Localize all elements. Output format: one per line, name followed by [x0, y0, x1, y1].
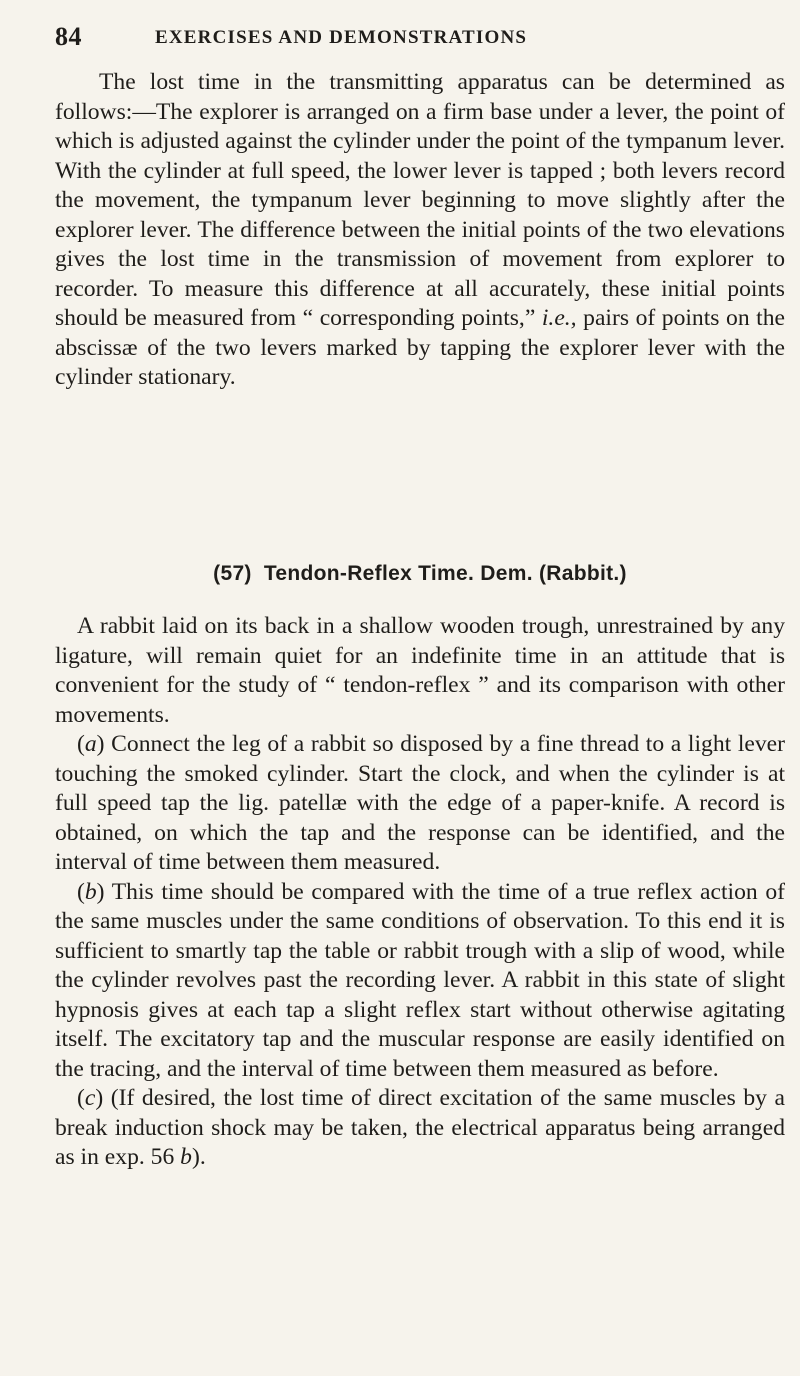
running-head: [55, 22, 765, 62]
paragraph-c-close: ): [95, 1085, 104, 1111]
paragraph-a-close: ): [96, 731, 105, 757]
paragraph-a-letter: a: [84, 731, 97, 757]
page-number: 84: [55, 22, 82, 51]
section-number: (57): [213, 562, 252, 585]
intro-paragraph: [55, 68, 785, 393]
paragraph-b-open: (: [77, 878, 85, 905]
paragraph-a-text: Connect the leg of a rabbit so disposed by a fine thread to a light lever touching the smoked cylinder. Start the clock, and when the cylinder is at full speed tap the lig. patellæ with the edge of a paper-knife. A record is obtained, on which the tap and the response can be identified, and the interval of time between them measured.: [55, 731, 785, 875]
section-intro-paragraph: A rabbit laid on its back in a shallow wooden trough, unrestrained by any ligature, will remain quiet for an indefinite time in an attitude that is convenient for the study of “ tendon-reflex ” and its comparison with other movements.: [55, 613, 785, 728]
section-body: [55, 612, 785, 1173]
paragraph-b: [55, 878, 785, 1085]
running-title: EXERCISES AND DEMONSTRATIONS: [155, 27, 528, 48]
paragraph-c-ref: b: [180, 1144, 192, 1170]
paragraph-a: [55, 730, 785, 878]
intro-italic-ie: i.e.,: [541, 305, 577, 331]
paragraph-c-open: (: [77, 1085, 85, 1111]
paragraph-b-close: ): [96, 878, 105, 905]
intro-text-part-2: pairs of points on the abscissæ of the two levers marked by tapping the explorer lever with the cylinder stationary.: [55, 305, 785, 390]
paragraph-b-text: This time should be compared with the time of a true reflex action of the same muscles under the same conditions of observation. To this end it is sufficient to smartly tap the table or rabbit trough with a slip of wood, while the cylinder revolves past the recording lever. A rabbit in this state of slight hypnosis gives at each tap a slight reflex start without otherwise agitating itself. The excitatory tap and the muscular response are easily identified on the tracing, and the interval of time between them measured as before.: [55, 878, 785, 1082]
paragraph-c: [55, 1084, 785, 1173]
paragraph-b-letter: b: [84, 878, 97, 905]
section-heading: [55, 562, 785, 586]
section-title: Tendon-Reflex Time. Dem. (Rabbit.): [263, 562, 627, 585]
intro-text-part-1: The lost time in the transmitting apparatus can be determined as follows:—The explorer is arranged on a firm base under a lever, the point of which is adjusted against the cylinder under the point of the tympanum lever. With the cylinder at full speed, the lower lever is tapped ; both levers record the movement, the tympanum lever beginning to move slightly after the explorer lever. The difference between the initial points of the two elevations gives the lost time in the transmission of movement from explorer to recorder. To measure this difference at all accurately, these initial points should be measured from “ corresponding points,”: [55, 69, 785, 331]
paragraph-a-open: (: [77, 731, 85, 757]
paragraph-c-text: (If desired, the lost time of direct excitation of the same muscles by a break induction shock may be taken, the electrical apparatus being arranged as in exp. 56: [55, 1085, 785, 1170]
paragraph-c-end: ).: [191, 1144, 206, 1170]
paragraph-c-letter: c: [84, 1085, 96, 1111]
